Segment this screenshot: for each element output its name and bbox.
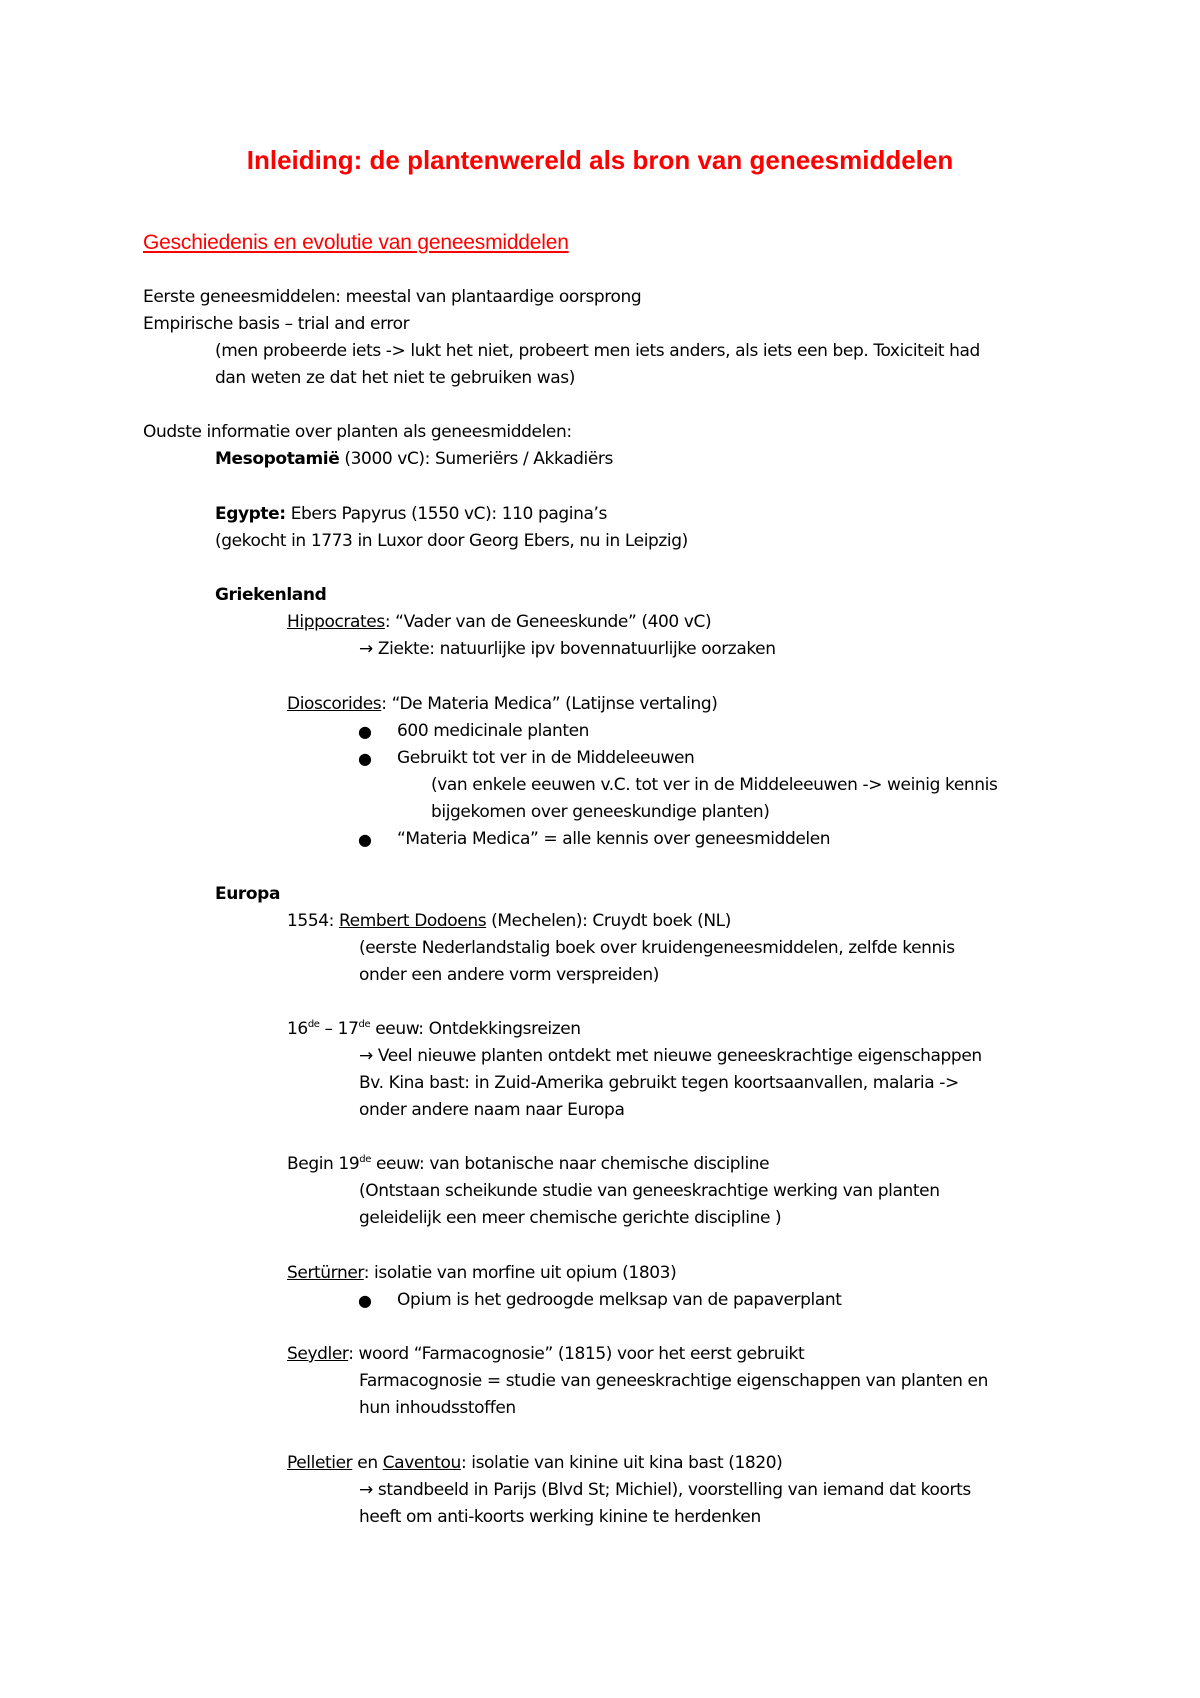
begin19-part-b: eeuw: van botanische naar chemische discipline — [370, 1154, 770, 1174]
pelletier-note-1: standbeeld in Parijs (Blvd St; Michiel), voorstelling van iemand dat koorts — [377, 1480, 971, 1500]
egypt-line — [215, 501, 607, 528]
reizen-part-c: eeuw: Ontdekkingsreizen — [370, 1019, 581, 1039]
pelletier-note-2: heeft om anti-koorts werking kinine te herdenken — [359, 1507, 761, 1527]
dioscorides-line — [287, 691, 718, 718]
griekenland-heading-text: Griekenland — [215, 585, 327, 605]
dodoens-note-1: (eerste Nederlandstalig boek over kruidengeneesmiddelen, zelfde kennis — [359, 938, 955, 958]
dioscorides-text: : “De Materia Medica” (Latijnse vertaling) — [381, 694, 718, 714]
dioscorides-bullet-2: Gebruikt tot ver in de Middeleeuwen — [397, 748, 695, 768]
seydler-text: : woord “Farmacognosie” (1815) voor het eerst gebruikt — [348, 1344, 805, 1364]
serturner-line — [287, 1260, 676, 1287]
oldest-heading: Oudste informatie over planten als geneesmiddelen: — [143, 422, 572, 442]
begin19-part-a: Begin 19 — [287, 1154, 360, 1174]
reizen-note-1: Veel nieuwe planten ontdekt met nieuwe geneeskrachtige eigenschappen — [377, 1046, 982, 1066]
intro-line-1: Eerste geneesmiddelen: meestal van plantaardige oorsprong — [143, 287, 642, 307]
hippocrates-note: Ziekte: natuurlijke ipv bovennatuurlijke oorzaken — [377, 639, 776, 659]
dioscorides-name: Dioscorides — [287, 694, 382, 714]
caventou-name: Caventou — [382, 1453, 461, 1473]
serturner-name: Sertürner — [287, 1263, 364, 1283]
reizen-note-1-line — [359, 1043, 982, 1070]
intro-line-4: dan weten ze dat het niet te gebruiken was) — [215, 368, 575, 388]
dodoens-text: (Mechelen): Cruydt boek (NL) — [486, 911, 731, 931]
pelletier-and: en — [352, 1453, 383, 1473]
reizen-sup-1: de — [307, 1019, 320, 1030]
right-arrow-icon: → — [359, 1046, 373, 1066]
mesopotamia-line — [215, 446, 613, 473]
hippocrates-name: Hippocrates — [287, 612, 385, 632]
bullet-icon: ● — [358, 722, 372, 741]
begin19-sup: de — [359, 1154, 371, 1165]
section-heading: Geschiedenis en evolutie van geneesmiddelen — [143, 231, 569, 254]
seydler-note-1: Farmacognosie = studie van geneeskrachtige eigenschappen van planten en — [359, 1371, 988, 1391]
dioscorides-bullet-1: 600 medicinale planten — [397, 721, 590, 741]
pelletier-name: Pelletier — [287, 1453, 353, 1473]
dodoens-line — [287, 908, 731, 935]
begin19-line — [287, 1151, 769, 1178]
intro-line-3: (men probeerde iets -> lukt het niet, probeert men iets anders, als iets een bep. Toxiciteit had — [215, 341, 980, 361]
bullet-icon: ● — [358, 1291, 372, 1310]
hippocrates-text: : “Vader van de Geneeskunde” (400 vC) — [384, 612, 712, 632]
pelletier-line — [287, 1450, 782, 1477]
pelletier-note-1-line — [359, 1477, 971, 1504]
seydler-line — [287, 1341, 804, 1368]
mesopotamia-label: Mesopotamië — [215, 449, 340, 469]
dodoens-note-2: onder een andere vorm verspreiden) — [359, 965, 659, 985]
griekenland-heading — [215, 582, 326, 609]
dodoens-year: 1554: — [287, 911, 334, 931]
pelletier-text: : isolatie van kinine uit kina bast (1820) — [460, 1453, 783, 1473]
right-arrow-icon: → — [359, 1480, 373, 1500]
dioscorides-bullet-2-note-1: (van enkele eeuwen v.C. tot ver in de Middeleeuwen -> weinig kennis — [431, 775, 998, 795]
reizen-sup-2: de — [358, 1019, 371, 1030]
bullet-icon: ● — [358, 830, 372, 849]
reizen-note-3: onder andere naam naar Europa — [359, 1100, 625, 1120]
serturner-text: : isolatie van morfine uit opium (1803) — [363, 1263, 677, 1283]
seydler-note-2: hun inhoudsstoffen — [359, 1398, 516, 1418]
egypt-label: Egypte: — [215, 504, 286, 524]
hippocrates-line — [287, 609, 711, 636]
reizen-line — [287, 1016, 581, 1043]
document-title: Inleiding: de plantenwereld als bron van geneesmiddelen — [246, 145, 954, 175]
europa-heading — [215, 881, 280, 908]
reizen-part-a: 16 — [287, 1019, 308, 1039]
dioscorides-bullet-3: “Materia Medica” = alle kennis over geneesmiddelen — [397, 829, 831, 849]
serturner-bullet: Opium is het gedroogde melksap van de papaverplant — [397, 1290, 842, 1310]
reizen-part-b: – 17 — [319, 1019, 359, 1039]
reizen-note-2: Bv. Kina bast: in Zuid-Amerika gebruikt tegen koortsaanvallen, malaria -> — [359, 1073, 959, 1093]
europa-heading-text: Europa — [215, 884, 281, 904]
hippocrates-note-line — [359, 636, 776, 663]
begin19-note-2: geleidelijk een meer chemische gerichte discipline ) — [359, 1208, 782, 1228]
mesopotamia-text: (3000 vC): Sumeriërs / Akkadiërs — [339, 449, 613, 469]
dioscorides-bullet-2-note-2: bijgekomen over geneeskundige planten) — [431, 802, 770, 822]
begin19-note-1: (Ontstaan scheikunde studie van geneeskrachtige werking van planten — [359, 1181, 940, 1201]
seydler-name: Seydler — [287, 1344, 349, 1364]
dodoens-name: Rembert Dodoens — [339, 911, 487, 931]
egypt-note: (gekocht in 1773 in Luxor door Georg Ebers, nu in Leipzig) — [215, 531, 688, 551]
egypt-text: Ebers Papyrus (1550 vC): 110 pagina’s — [285, 504, 607, 524]
right-arrow-icon: → — [359, 639, 373, 659]
intro-line-2: Empirische basis – trial and error — [143, 314, 410, 334]
bullet-icon: ● — [358, 749, 372, 768]
